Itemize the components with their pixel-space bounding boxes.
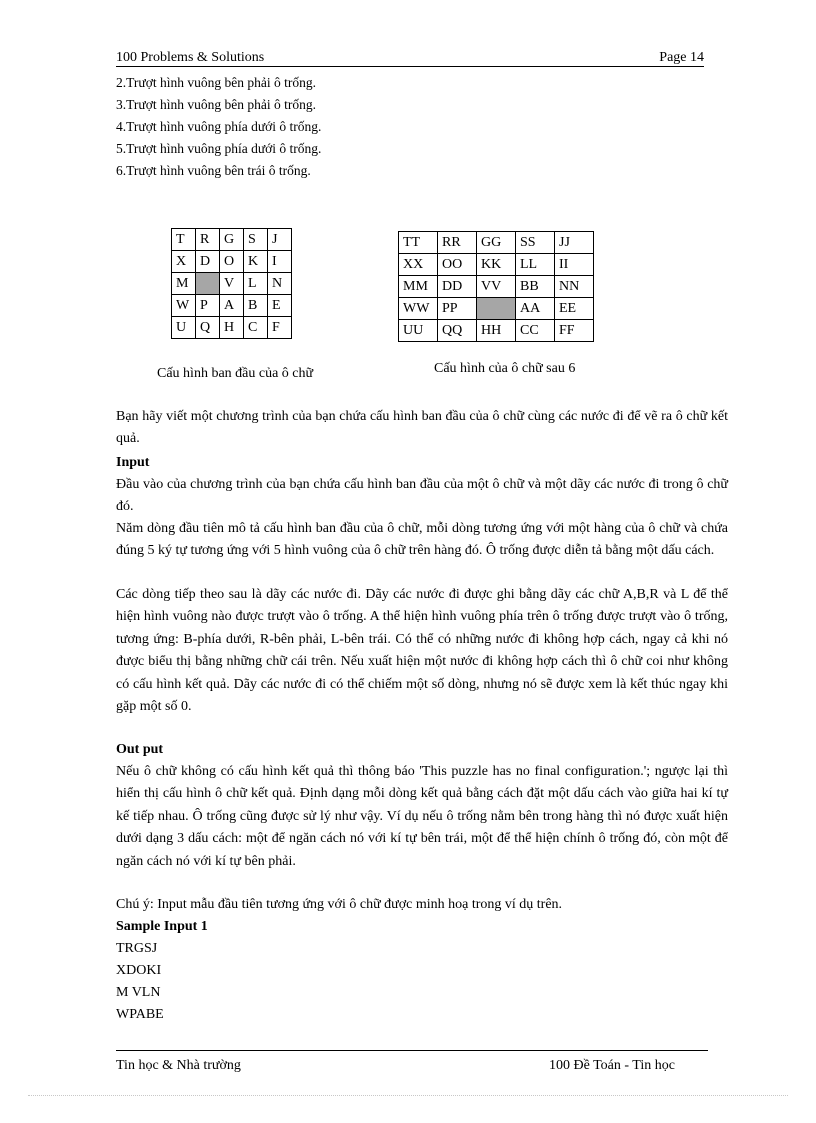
grid-cell: V — [220, 273, 244, 295]
step-6: 6.Trượt hình vuông bên trái ô trống. — [116, 163, 311, 178]
grid-cell: PP — [438, 298, 477, 320]
grid-cell: TT — [399, 232, 438, 254]
grid-cell: BB — [516, 276, 555, 298]
grid-cell: J — [268, 229, 292, 251]
grid-cell: T — [172, 229, 196, 251]
grid-cell: GG — [477, 232, 516, 254]
grid-cell: Q — [196, 317, 220, 339]
grid-cell: C — [244, 317, 268, 339]
empty-cell — [477, 298, 516, 320]
footer-rule — [116, 1050, 708, 1051]
sample-input-heading: Sample Input 1 — [116, 919, 208, 934]
grid-cell: M — [172, 273, 196, 295]
grid-cell: LL — [516, 254, 555, 276]
grid-cell: G — [220, 229, 244, 251]
grid-cell: D — [196, 251, 220, 273]
grid-cell: DD — [438, 276, 477, 298]
header-title: 100 Problems & Solutions — [116, 50, 265, 65]
grid-cell: KK — [477, 254, 516, 276]
sample-line: TRGSJ — [116, 941, 158, 956]
input-paragraph-2: Năm dòng đầu tiên mô tả cấu hình ban đầu của ô chữ, mỗi dòng tương ứng với một hàng của ô chữ và chứa đúng 5 ký tự tương ứng với 5 hình vuông của ô chữ trên hàng đó. Ô trống được diễn tả bằng một dấu cách. — [116, 521, 728, 559]
step-2: 2.Trượt hình vuông bên phải ô trống. — [116, 75, 316, 90]
grid-cell: RR — [438, 232, 477, 254]
output-heading: Out put — [116, 742, 164, 757]
step-3: 3.Trượt hình vuông bên phải ô trống. — [116, 97, 316, 112]
grid-cell: MM — [399, 276, 438, 298]
grid-cell: SS — [516, 232, 555, 254]
final-puzzle-grid — [398, 231, 594, 342]
grid-cell: L — [244, 273, 268, 295]
grid-cell: CC — [516, 320, 555, 342]
grid-cell: E — [268, 295, 292, 317]
grid-cell: H — [220, 317, 244, 339]
step-5: 5.Trượt hình vuông phía dưới ô trống. — [116, 141, 322, 156]
input-paragraph-1: Đầu vào của chương trình của bạn chứa cấu hình ban đầu của một ô chữ và một dãy các nước đi trong ô chữ đó. — [116, 477, 728, 515]
grid-cell: N — [268, 273, 292, 295]
grid-cell: JJ — [555, 232, 594, 254]
footer-right: 100 Đề Toán - Tin học — [549, 1058, 675, 1073]
grid-cell: U — [172, 317, 196, 339]
grid-cell: UU — [399, 320, 438, 342]
grid-cell: EE — [555, 298, 594, 320]
input-heading: Input — [116, 455, 150, 470]
grid-cell: W — [172, 295, 196, 317]
sample-line: XDOKI — [116, 963, 162, 978]
grid-cell: I — [268, 251, 292, 273]
sample-line: WPABE — [116, 1007, 164, 1022]
grid-cell: B — [244, 295, 268, 317]
grid-cell: WW — [399, 298, 438, 320]
final-grid-caption: Cấu hình của ô chữ sau 6 — [434, 361, 576, 376]
sample-line: M VLN — [116, 985, 161, 1000]
grid-cell: S — [244, 229, 268, 251]
footer-left: Tin học & Nhà trường — [116, 1058, 241, 1073]
page-edge-divider — [28, 1095, 788, 1096]
grid-cell: OO — [438, 254, 477, 276]
grid-cell: FF — [555, 320, 594, 342]
page-number: Page 14 — [659, 50, 704, 65]
input-paragraph-3: Các dòng tiếp theo sau là dãy các nước đi. Dãy các nước đi được ghi bằng dãy các chữ A,B,R và L để thể hiện hình vuông nào được trượt vào ô trống. A thể hiện hình vuông phía trên ô trống được trượt vào ô trống, tương ứng: B-phía dưới, R-bên phải, L-bên trái. Có thể có những nước đi không hợp cách, ngay cả khi nó được biểu thị bằng những chữ cái trên. Nếu xuất hiện một nước đi không hợp cách thì ô chữ coi như không có cấu hình kết quả. Dãy các nước đi có thể chiếm một số dòng, nhưng nó sẽ được xem là kết thúc ngay khi gặp một số 0. — [116, 587, 728, 715]
grid-cell: R — [196, 229, 220, 251]
grid-cell: X — [172, 251, 196, 273]
grid-cell: F — [268, 317, 292, 339]
initial-grid-caption: Cấu hình ban đầu của ô chữ — [157, 366, 314, 381]
empty-cell — [196, 273, 220, 295]
intro-paragraph: Bạn hãy viết một chương trình của bạn chứa cấu hình ban đầu của ô chữ cùng các nước đi để vẽ ra ô chữ kết quả. — [116, 409, 728, 447]
grid-cell: HH — [477, 320, 516, 342]
output-paragraph: Nếu ô chữ không có cấu hình kết quả thì thông báo 'This puzzle has no final configuration.'; ngược lại thì hiển thị cấu hình ô chữ kết quả. Định dạng mỗi dòng kết quả bằng cách đặt một dấu cách vào giữa hai kí tự kế tiếp nhau. Ô trống cũng được sử lý như vậy. Ví dụ nếu ô trống nằm bên trong hàng thì nó được xuất hiện dưới dạng 3 dấu cách: một để ngăn cách nó với kí tự bên trái, một để thể hiện chính ô trống đó, còn một để ngăn cách nó với kí tự bên phải. — [116, 764, 728, 869]
grid-cell: AA — [516, 298, 555, 320]
grid-cell: II — [555, 254, 594, 276]
page-header — [116, 50, 704, 67]
grid-cell: XX — [399, 254, 438, 276]
step-4: 4.Trượt hình vuông phía dưới ô trống. — [116, 119, 322, 134]
note-paragraph: Chú ý: Input mẫu đầu tiên tương ứng với ô chữ được minh hoạ trong ví dụ trên. — [116, 897, 563, 912]
grid-cell: K — [244, 251, 268, 273]
initial-puzzle-grid — [171, 228, 292, 339]
grid-cell: VV — [477, 276, 516, 298]
grid-cell: A — [220, 295, 244, 317]
grid-cell: NN — [555, 276, 594, 298]
grid-cell: QQ — [438, 320, 477, 342]
grid-cell: P — [196, 295, 220, 317]
grid-cell: O — [220, 251, 244, 273]
